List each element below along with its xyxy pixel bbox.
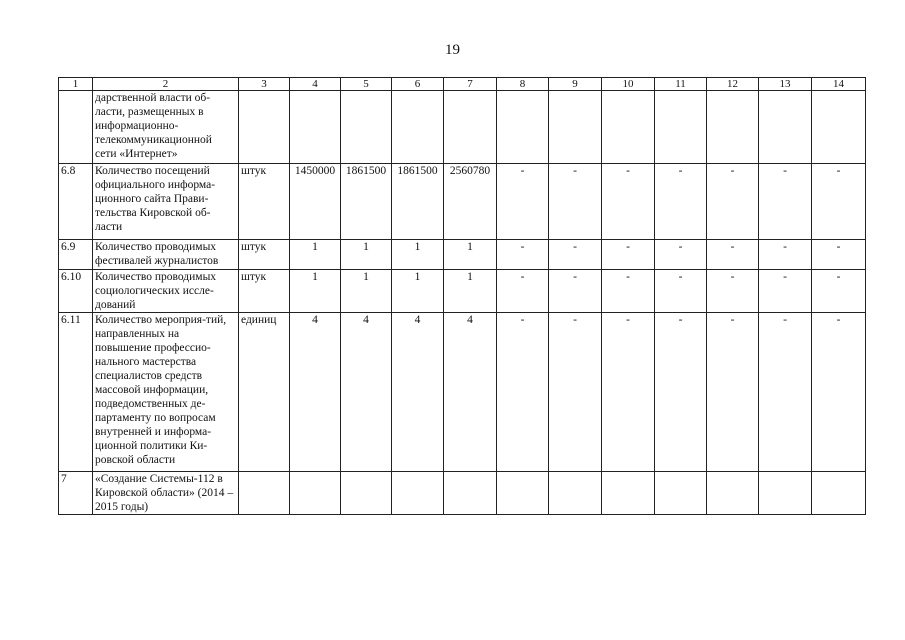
- value-cell: -: [602, 270, 655, 313]
- unit-cell: штук: [239, 270, 290, 313]
- column-header: 13: [759, 78, 812, 91]
- indicator-name-cell: Количество мероприя-тий, направленных на повышение профессио-нального мастерства специалистов средств массовой информации, подведомственных де-партаменту по вопросам внутренней и информа-ционной политики Ки-ровской области: [93, 313, 239, 472]
- value-cell: [497, 472, 549, 515]
- value-cell: [707, 91, 759, 164]
- value-cell: 4: [341, 313, 392, 472]
- value-cell: [392, 472, 444, 515]
- column-header: 8: [497, 78, 549, 91]
- value-cell: -: [707, 240, 759, 270]
- value-cell: [341, 91, 392, 164]
- value-cell: -: [602, 240, 655, 270]
- table-row: [59, 472, 866, 515]
- row-number-cell: 6.11: [59, 313, 93, 472]
- unit-cell: [239, 91, 290, 164]
- value-cell: -: [759, 240, 812, 270]
- value-cell: -: [549, 270, 602, 313]
- value-cell: [497, 91, 549, 164]
- value-cell: -: [549, 240, 602, 270]
- table-row: [59, 313, 866, 472]
- value-cell: [759, 472, 812, 515]
- column-header: 9: [549, 78, 602, 91]
- value-cell: [602, 91, 655, 164]
- value-cell: [812, 91, 866, 164]
- value-cell: [655, 472, 707, 515]
- row-number-cell: 6.9: [59, 240, 93, 270]
- value-cell: [812, 472, 866, 515]
- value-cell: -: [812, 164, 866, 240]
- value-cell: -: [549, 313, 602, 472]
- column-header: 10: [602, 78, 655, 91]
- value-cell: 1450000: [290, 164, 341, 240]
- indicator-name-cell: Количество проводимых фестивалей журналистов: [93, 240, 239, 270]
- value-cell: -: [602, 164, 655, 240]
- value-cell: -: [655, 313, 707, 472]
- value-cell: 1861500: [341, 164, 392, 240]
- page-number: 19: [445, 42, 460, 58]
- value-cell: 1: [290, 240, 341, 270]
- indicators-table: [58, 77, 866, 515]
- column-header: 6: [392, 78, 444, 91]
- header-row: [59, 78, 866, 91]
- value-cell: [444, 91, 497, 164]
- value-cell: 1: [392, 270, 444, 313]
- value-cell: -: [655, 270, 707, 313]
- value-cell: 4: [444, 313, 497, 472]
- value-cell: -: [759, 270, 812, 313]
- unit-cell: штук: [239, 240, 290, 270]
- column-header: 14: [812, 78, 866, 91]
- unit-cell: штук: [239, 164, 290, 240]
- value-cell: -: [707, 270, 759, 313]
- value-cell: 1: [392, 240, 444, 270]
- indicator-name-cell: дарственной власти об-ласти, размещенных в информационно-телекоммуникационной сети «Интернет»: [93, 91, 239, 164]
- value-cell: -: [497, 164, 549, 240]
- unit-cell: [239, 472, 290, 515]
- column-header: 11: [655, 78, 707, 91]
- row-number-cell: 6.10: [59, 270, 93, 313]
- column-header: 3: [239, 78, 290, 91]
- value-cell: [707, 472, 759, 515]
- value-cell: [392, 91, 444, 164]
- value-cell: [290, 91, 341, 164]
- value-cell: 1: [444, 240, 497, 270]
- column-header: 4: [290, 78, 341, 91]
- indicator-name-cell: «Создание Системы-112 в Кировской области» (2014 – 2015 годы): [93, 472, 239, 515]
- table-row: [59, 270, 866, 313]
- indicator-name-cell: Количество проводимых социологических иссле-дований: [93, 270, 239, 313]
- table-row: [59, 240, 866, 270]
- column-header: 7: [444, 78, 497, 91]
- table-row: [59, 91, 866, 164]
- value-cell: 4: [290, 313, 341, 472]
- value-cell: -: [497, 313, 549, 472]
- value-cell: [759, 91, 812, 164]
- value-cell: -: [812, 240, 866, 270]
- value-cell: 1: [341, 270, 392, 313]
- value-cell: [655, 91, 707, 164]
- table-row: [59, 164, 866, 240]
- value-cell: [290, 472, 341, 515]
- value-cell: -: [707, 164, 759, 240]
- column-header: 12: [707, 78, 759, 91]
- value-cell: -: [549, 164, 602, 240]
- value-cell: 1: [444, 270, 497, 313]
- value-cell: 1: [341, 240, 392, 270]
- value-cell: -: [812, 270, 866, 313]
- value-cell: [549, 472, 602, 515]
- value-cell: -: [759, 164, 812, 240]
- value-cell: -: [655, 164, 707, 240]
- value-cell: -: [602, 313, 655, 472]
- value-cell: 2560780: [444, 164, 497, 240]
- unit-cell: единиц: [239, 313, 290, 472]
- value-cell: [341, 472, 392, 515]
- indicator-name-cell: Количество посещений официального информа-ционного сайта Прави-тельства Кировской об-ласти: [93, 164, 239, 240]
- row-number-cell: [59, 91, 93, 164]
- row-number-cell: 6.8: [59, 164, 93, 240]
- column-header: 1: [59, 78, 93, 91]
- value-cell: -: [655, 240, 707, 270]
- value-cell: -: [707, 313, 759, 472]
- value-cell: 4: [392, 313, 444, 472]
- column-header: 2: [93, 78, 239, 91]
- value-cell: -: [497, 270, 549, 313]
- value-cell: [549, 91, 602, 164]
- value-cell: -: [759, 313, 812, 472]
- value-cell: 1861500: [392, 164, 444, 240]
- value-cell: -: [497, 240, 549, 270]
- value-cell: 1: [290, 270, 341, 313]
- row-number-cell: 7: [59, 472, 93, 515]
- value-cell: [602, 472, 655, 515]
- column-header: 5: [341, 78, 392, 91]
- value-cell: [444, 472, 497, 515]
- value-cell: -: [812, 313, 866, 472]
